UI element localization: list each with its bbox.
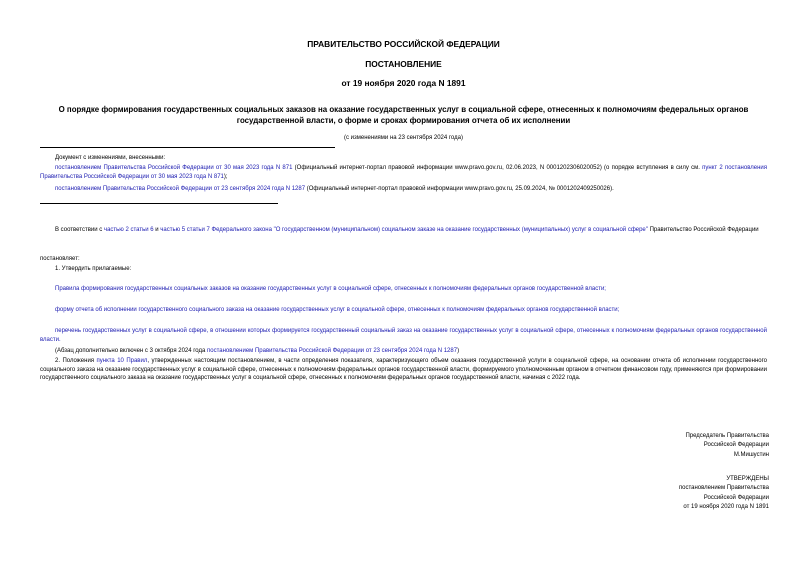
amendment-1-effect-link[interactable]: пункт 2 постановления Правительства Российской Федерации от 30 мая 2023 года N 871 <box>40 165 768 180</box>
amendment-1-link[interactable]: постановлением Правительства Российской Федерации от 30 мая 2023 года N 871 <box>55 165 293 171</box>
paragraph-added-end: ) <box>457 348 460 354</box>
document-title: О порядке формирования государственных социальных заказов на оказание государственных услуг в социальной сфере, отнесенных к полномочиям федеральных органов государственной власти, о форме и сроках формирования отчета об их исполнении <box>58 105 749 125</box>
divider-bottom <box>40 203 278 204</box>
amendment-2-link[interactable]: постановлением Правительства Российской Федерации от 23 сентября 2024 года N 1287 <box>55 186 306 192</box>
rules-link <box>55 285 767 294</box>
report-form-link-text[interactable]: форму отчета об исполнении государственного социального заказа на оказание государственных услуг в социальной сфере, отнесенных к полномочиям федеральных органов государственной власти; <box>55 307 620 313</box>
amendment-2-text: (Официальный интернет-портал правовой информации www.pravo.gov.ru, 25.09.2024, № 0001202409250026). <box>305 186 614 192</box>
document-type-heading: ПОСТАНОВЛЕНИЕ <box>365 59 442 69</box>
signature-position: Председатель Правительства <box>685 433 769 439</box>
preamble-paragraph <box>40 226 767 235</box>
approved-by: постановлением Правительства <box>678 485 769 492</box>
amendment-1-text-end: ); <box>223 173 228 180</box>
approved-block <box>679 475 769 512</box>
preamble-and: и <box>153 227 161 233</box>
item-2 <box>40 357 767 383</box>
report-form-link <box>55 306 767 315</box>
signature-name: М.Мишустин <box>733 451 769 458</box>
divider-top <box>40 147 335 148</box>
decree-word: постановляет: <box>40 256 80 262</box>
signature-country: Российской Федерации <box>703 442 769 449</box>
amended-note: (с изменениями на 23 сентября 2024 года) <box>344 135 463 141</box>
approved-country: Российской Федерации <box>703 494 769 501</box>
amendments-intro: Документ с изменениями, внесенными: <box>55 155 166 161</box>
paragraph-added-note <box>55 347 767 356</box>
document-date-number: от 19 ноября 2020 года N 1891 <box>341 78 466 88</box>
preamble-government: Правительство Российской Федерации <box>647 227 759 233</box>
services-list-link-text[interactable]: перечень государственных услуг в социальной сфере, в отношении которых формируется государственный социальный заказ на оказание государственных услуг в социальной сфере, отнесенных к полномочиям федеральных органов государственной власти. <box>40 328 767 343</box>
item-2-rest: , утвержденных настоящим постановлением, в части определения показателя, характеризующего объем оказания государственной услуги в социальной сфере, на основании отчета об исполнении государственного социального заказа на оказание государственных услуг в социальной сфере, отнесенных к полномочиям федеральных органов государственной власти, формируемого уполномоченным органом в отчетном финансовом году, применяются при формировании государственного социального заказа на оказание государственных услуг в социальной сфере, отнесенных к полномочиям федеральных органов государственной власти, начиная с 2022 года. <box>40 358 767 382</box>
approved-title: УТВЕРЖДЕНЫ <box>726 476 769 482</box>
amendment-1 <box>40 164 767 181</box>
item-2-text: 2. Положения <box>55 358 97 364</box>
amendment-2 <box>40 185 767 194</box>
amendment-1-text: (Официальный интернет-портал правовой информации www.pravo.gov.ru, 02.06.2023, N 0001202306020052) (о порядке вступления в силу см. <box>292 165 703 171</box>
approved-date: от 19 ноября 2020 года N 1891 <box>683 503 769 510</box>
paragraph-added-link[interactable]: постановлением Правительства Российской Федерации от 23 сентября 2024 года N 1287 <box>207 348 458 354</box>
services-list-link <box>40 327 767 344</box>
rules-point-10-link[interactable]: пункта 10 Правил <box>96 358 148 364</box>
preamble-text: В соответствии с <box>55 227 104 233</box>
item-1: 1. Утвердить прилагаемые: <box>55 266 132 272</box>
law-part-5-link[interactable]: частью 5 статьи 7 Федерального закона "О государственном (муниципальном) социальном заказе на оказание государственных (муниципальных) услуг в социальной сфере" <box>160 227 648 233</box>
law-part-2-link[interactable]: частью 2 статьи 6 <box>103 227 154 233</box>
government-heading: ПРАВИТЕЛЬСТВО РОССИЙСКОЙ ФЕДЕРАЦИИ <box>307 39 500 49</box>
signature-block <box>685 432 769 460</box>
rules-link-text[interactable]: Правила формирования государственных социальных заказов на оказание государственных услуг в социальной сфере, отнесенных к полномочиям федеральных органов государственной власти; <box>55 286 606 292</box>
paragraph-added-text: (Абзац дополнительно включен с 3 октября 2024 года <box>55 348 208 354</box>
